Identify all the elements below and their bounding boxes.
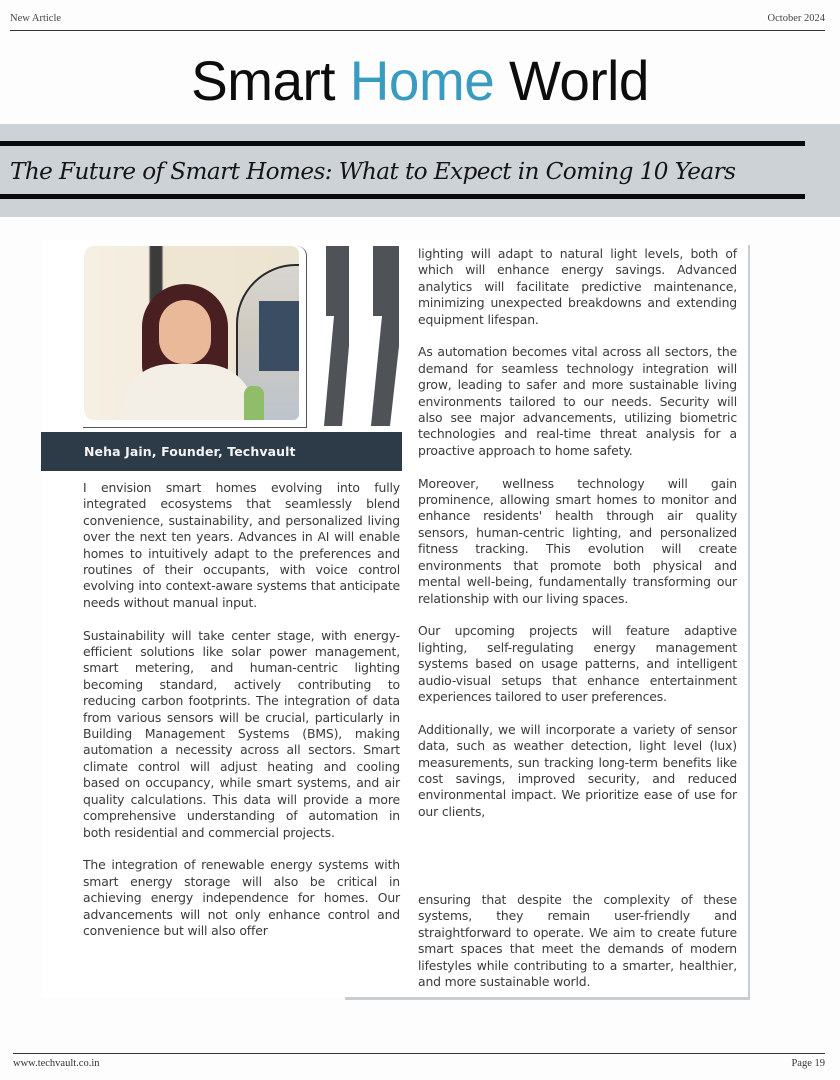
- paragraph: ensuring that despite the complexity of these systems, they remain user-friendly and straightforward to operate. We aim to create future smart spaces that meet the demands of modern lifestyles while contributing to a smarter, healthier, and more sustainable world.: [418, 892, 737, 990]
- quote-mark-left: [324, 246, 349, 426]
- masthead-word-world: World: [508, 49, 649, 112]
- background-plant: [244, 386, 264, 420]
- website-link[interactable]: www.techvault.co.in: [13, 1058, 100, 1069]
- author-caption-bar: [41, 432, 402, 471]
- page-header: [10, 0, 825, 24]
- headline-top-bar: [0, 141, 805, 146]
- masthead-word-smart: Smart: [191, 49, 336, 112]
- quote-mark-icon: [322, 246, 402, 426]
- portrait-body: [120, 364, 255, 420]
- issue-date: October 2024: [767, 13, 825, 24]
- article-headline: The Future of Smart Homes: What to Expect in Coming 10 Years: [10, 157, 736, 185]
- headline-bottom-bar: [0, 194, 805, 199]
- footer-divider: [13, 1053, 825, 1054]
- page-number: Page 19: [791, 1058, 825, 1069]
- header-divider: [10, 30, 825, 31]
- masthead-word-home: Home: [349, 49, 495, 112]
- paragraph: Additionally, we will incorporate a variety of sensor data, such as weather detection, light level (lux) measurements, sun tracking long-term benefits like cost savings, improved security, and reduced environmental impact. We prioritize ease of use for our clients,: [418, 721, 737, 819]
- author-photo: [84, 246, 299, 420]
- paragraph: Moreover, wellness technology will gain prominence, allowing smart homes to monitor and enhance residents' health through air quality sensors, human-centric lighting, and personalized fitness tracking. This evolution will create environments that promote both physical and mental well-being, fundamentally transforming our relationship with our living spaces.: [418, 475, 737, 606]
- quote-mark-right: [371, 246, 399, 426]
- headline-band: [0, 124, 840, 217]
- section-label: New Article: [10, 13, 62, 24]
- paragraph: Sustainability will take center stage, with energy-efficient solutions like solar power management, smart metering, and human-centric lighting becoming standard, actively contributing to reducing carbon footprints. The integration of data from various sensors will be crucial, particularly in Building Management Systems (BMS), making automation a necessity across all sectors. Smart climate control will adjust heating and cooling based on occupancy, while smart systems, and air quality calculations. This data will provide a more comprehensive understanding of automation in both residential and commercial projects.: [83, 627, 400, 840]
- portrait-face: [159, 300, 211, 364]
- article-column-left: [83, 480, 400, 956]
- background-screen: [259, 301, 299, 371]
- paragraph: lighting will adapt to natural light levels, both of which will enhance energy savings. Advanced analytics will facilitate predictive maintenance, minimizing unexpected breakdowns and extending equipment lifespan.: [418, 246, 737, 327]
- paragraph: The integration of renewable energy systems with smart energy storage will also be critical in achieving energy independence for homes. Our advancements will not only enhance control and convenience but will also offer: [83, 857, 400, 938]
- article-column-right-continued: [418, 892, 737, 1007]
- paragraph: I envision smart homes evolving into fully integrated ecosystems that seamlessly blend convenience, sustainability, and personalized living over the next ten years. Advances in AI will enable homes to intuitively adapt to the preferences and routines of their occupants, with voice control evolving into context-aware systems that anticipate needs without manual input.: [83, 480, 400, 610]
- paragraph: As automation becomes vital across all sectors, the demand for seamless technology integration will grow, leading to safer and more sustainable living environments tailored to our needs. Security will also see major advancements, utilizing biometric technologies and real-time threat analysis for a proactive approach to home safety.: [418, 344, 737, 458]
- author-caption: Neha Jain, Founder, Techvault: [84, 444, 296, 459]
- masthead-title: [8, 46, 831, 116]
- paragraph: Our upcoming projects will feature adaptive lighting, self-regulating energy management systems based on usage patterns, and intelligent audio-visual setups that enhance entertainment experiences tailored to user preferences.: [418, 623, 737, 704]
- article-column-right: [418, 246, 737, 837]
- page-footer: [13, 1058, 825, 1069]
